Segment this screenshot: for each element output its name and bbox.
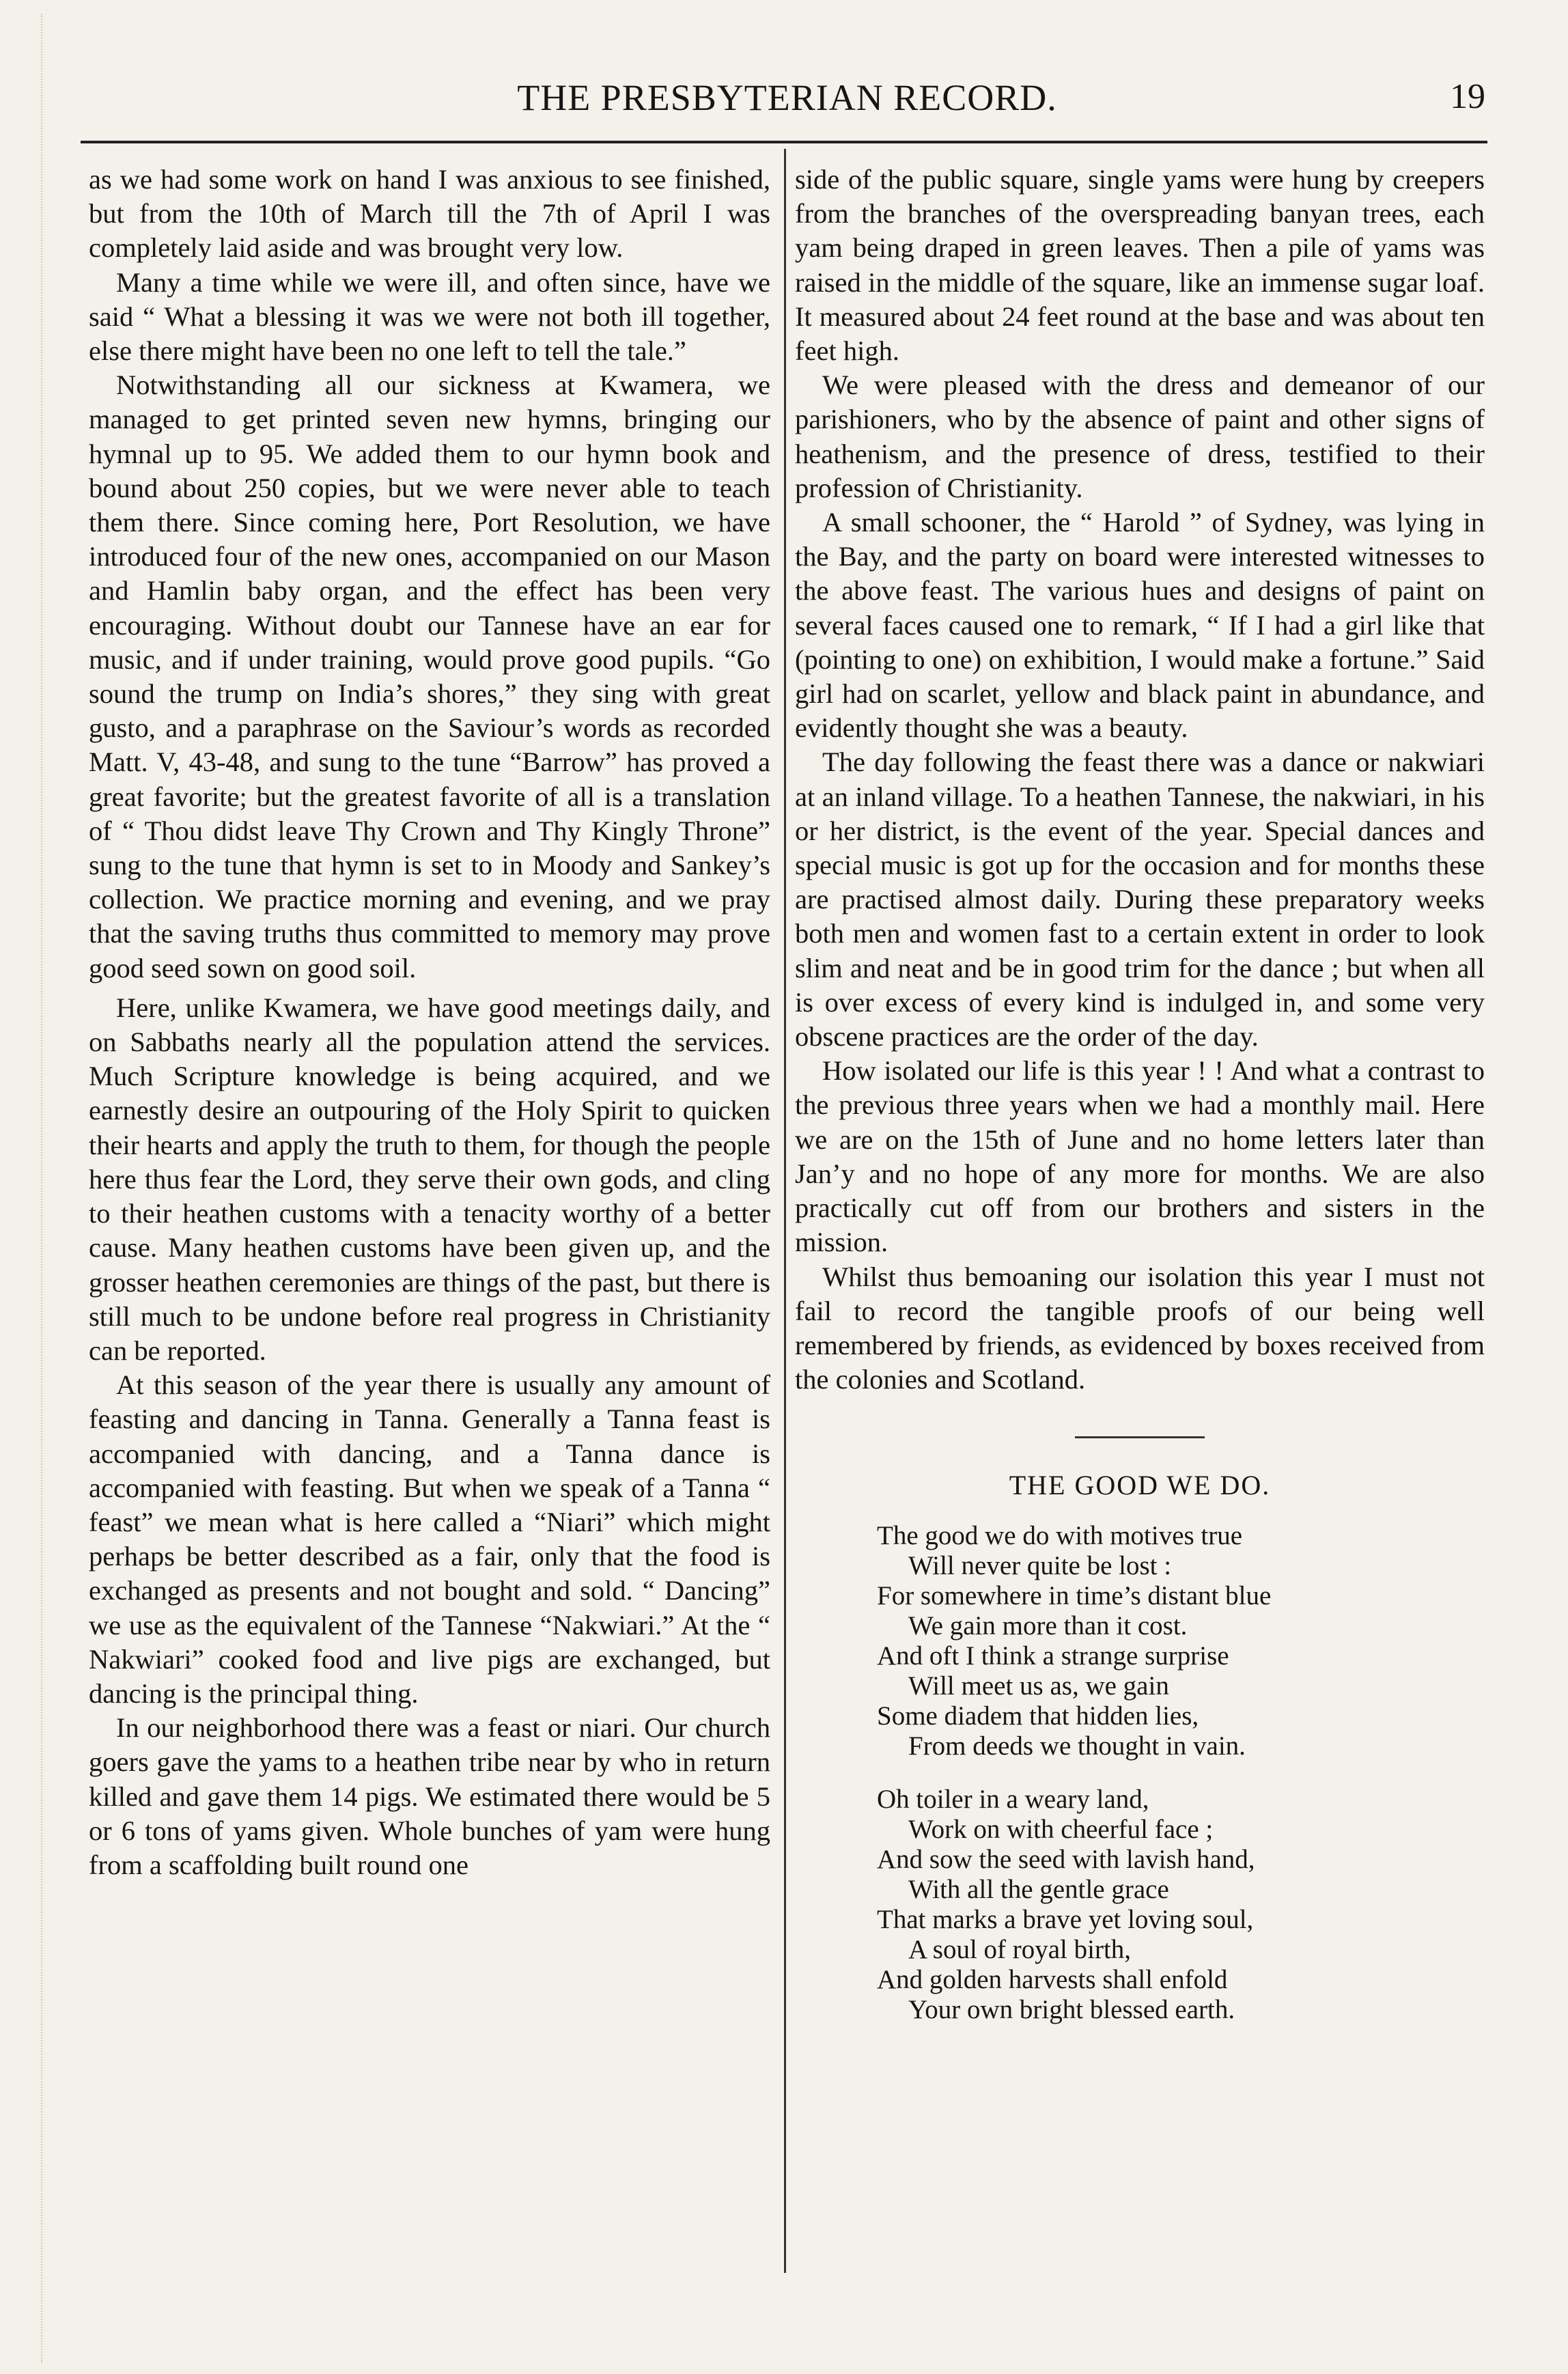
poem-line: Will never quite be lost : bbox=[908, 1550, 1172, 1580]
paragraph: A small schooner, the “ Harold ” of Sydney, was lying in the Bay, and the party on board were interested witnesses to the above feast. The various hues and designs of paint on several faces caused one to remark, “ If I had a girl like that (pointing to one) on exhibition, I would make a fortune.” Said girl had on scarlet, yellow and black paint in abundance, and evidently thought she was a beauty. bbox=[795, 507, 1485, 744]
paragraph: Many a time while we were ill, and often since, have we said “ What a blessing it was we were not both ill together, else there might have been no one left to tell the tale.” bbox=[89, 266, 770, 367]
poem bbox=[795, 1521, 1485, 2025]
column-divider bbox=[784, 149, 786, 2273]
paragraph: as we had some work on hand I was anxious to see finished, but from the 10th of March till the 7th of April I was completely laid aside and was brought very low. bbox=[89, 164, 770, 264]
page-header bbox=[89, 76, 1485, 131]
poem-line: From deeds we thought in vain. bbox=[908, 1731, 1246, 1761]
page-edge-marks bbox=[41, 14, 83, 2363]
poem-line: With all the gentle grace bbox=[908, 1874, 1169, 1904]
paragraph: How isolated our life is this year ! ! And what a contrast to the previous three years when we had a monthly mail. Here we are on the 15th of June and no home letters later than Jan’y and no hope of any more for months. We are also practically cut off from our brothers and sisters in the mission. bbox=[795, 1055, 1485, 1258]
paragraph: Here, unlike Kwamera, we have good meetings daily, and on Sabbaths nearly all the population attend the services. Much Scripture knowledge is being acquired, and we earnestly desire an outpouring of the Holy Spirit to quicken their hearts and apply the truth to them, for though the people here thus fear the Lord, they serve their own gods, and cling to their heathen customs with a tenacity worthy of a better cause. Many heathen customs have been given up, and the grosser heathen ceremonies are things of the past, but there is still much to be undone before real progress in Christianity can be reported. bbox=[89, 992, 770, 1366]
paragraph: side of the public square, single yams were hung by creepers from the branches of the overspreading banyan trees, each yam being draped in green leaves. Then a pile of yams was raised in the middle of the square, like an immense sugar loaf. It measured about 24 feet round at the base and was about ten feet high. bbox=[795, 164, 1485, 367]
poem-stanza bbox=[877, 1785, 1485, 2025]
poem-line: Oh toiler in a weary land, bbox=[877, 1784, 1149, 1814]
poem-line: For somewhere in time’s distant blue bbox=[877, 1580, 1272, 1610]
paragraph: We were pleased with the dress and demeanor of our parishioners, who by the absence of paint and other signs of heathenism, and the presence of dress, testified to their profession of Christianity. bbox=[795, 369, 1485, 503]
paragraph: Notwithstanding all our sickness at Kwamera, we managed to get printed seven new hymns, bringing our hymnal up to 95. We added them to our hymn book and bound about 250 copies, but we were never able to teach them there. Since coming here, Port Resolution, we have introduced four of the new ones, accompanied on our Mason and Hamlin baby organ, and the effect has been very encouraging. Without doubt our Tannese have an ear for music, and if under training, would prove good pupils. “Go sound the trump on India’s shores,” they sing with great gusto, and a paraphrase on the Saviour’s words as recorded Matt. V, 43-48, and sung to the tune “Barrow” has proved a great favorite; but the greatest favorite of all is a translation of “ Thou didst leave Thy Crown and Thy Kingly Throne” sung to the tune that hymn is set to in Moody and Sankey’s collection. We practice morning and evening, and we pray that the saving truths thus committed to memory may prove good seed sown on good soil. bbox=[89, 369, 770, 983]
poem-stanza bbox=[877, 1521, 1485, 1761]
poem-line: The good we do with motives true bbox=[877, 1520, 1243, 1550]
poem-line: Work on with cheerful face ; bbox=[908, 1814, 1214, 1844]
page-number: 19 bbox=[1450, 77, 1485, 116]
poem-title: THE GOOD WE DO. bbox=[1009, 1470, 1271, 1501]
poem-line: A soul of royal birth, bbox=[908, 1934, 1132, 1964]
paragraph: In our neighborhood there was a feast or niari. Our church goers gave the yams to a heathen tribe near by who in return killed and gave them 14 pigs. We estimated there would be 5 or 6 tons of yams given. Whole bunches of yam were hung from a scaffolding built round one bbox=[89, 1712, 770, 1880]
poem-line: And golden harvests shall enfold bbox=[877, 1964, 1228, 1994]
poem-line: And sow the seed with lavish hand, bbox=[877, 1844, 1255, 1874]
left-column bbox=[89, 163, 770, 1882]
section-rule bbox=[1075, 1436, 1205, 1438]
poem-line: And oft I think a strange surprise bbox=[877, 1640, 1229, 1671]
paragraph: At this season of the year there is usually any amount of feasting and dancing in Tanna. Generally a Tanna feast is accompanied with dancing, and a Tanna dance is accompanied with feasting. But when we speak of a Tanna “ feast” we mean what is here called a “Niari” which might perhaps be better described as a fair, only that the food is exchanged as presents and not bought and sold. “ Dancing” we use as the equivalent of the Tannese “Nakwiari.” At the “ Nakwiari” cooked food and live pigs are exchanged, but dancing is the principal thing. bbox=[89, 1369, 770, 1709]
paragraph: Whilst thus bemoaning our isolation this year I must not fail to record the tangible proofs of our being well remembered by friends, as evidenced by boxes received from the colonies and Scotland. bbox=[795, 1261, 1485, 1395]
right-column bbox=[795, 163, 1485, 2048]
journal-title: THE PRESBYTERIAN RECORD. bbox=[517, 77, 1057, 118]
paragraph: The day following the feast there was a dance or nakwiari at an inland village. To a heathen Tannese, the nakwiari, in his or her district, is the event of the year. Special dances and special music is got up for the occasion and for months these are practised almost daily. During these preparatory weeks both men and women fast to a certain extent in order to look slim and neat and be in good trim for the dance ; but when all is over excess of every kind is indulged in, and some very obscene practices are the order of the day. bbox=[795, 746, 1485, 1052]
poem-line: That marks a brave yet loving soul, bbox=[877, 1904, 1254, 1934]
poem-line: Some diadem that hidden lies, bbox=[877, 1701, 1199, 1731]
poem-line: We gain more than it cost. bbox=[908, 1610, 1188, 1640]
poem-line: Your own bright blessed earth. bbox=[908, 1994, 1235, 2024]
header-rule bbox=[81, 141, 1487, 143]
poem-line: Will meet us as, we gain bbox=[908, 1671, 1169, 1701]
